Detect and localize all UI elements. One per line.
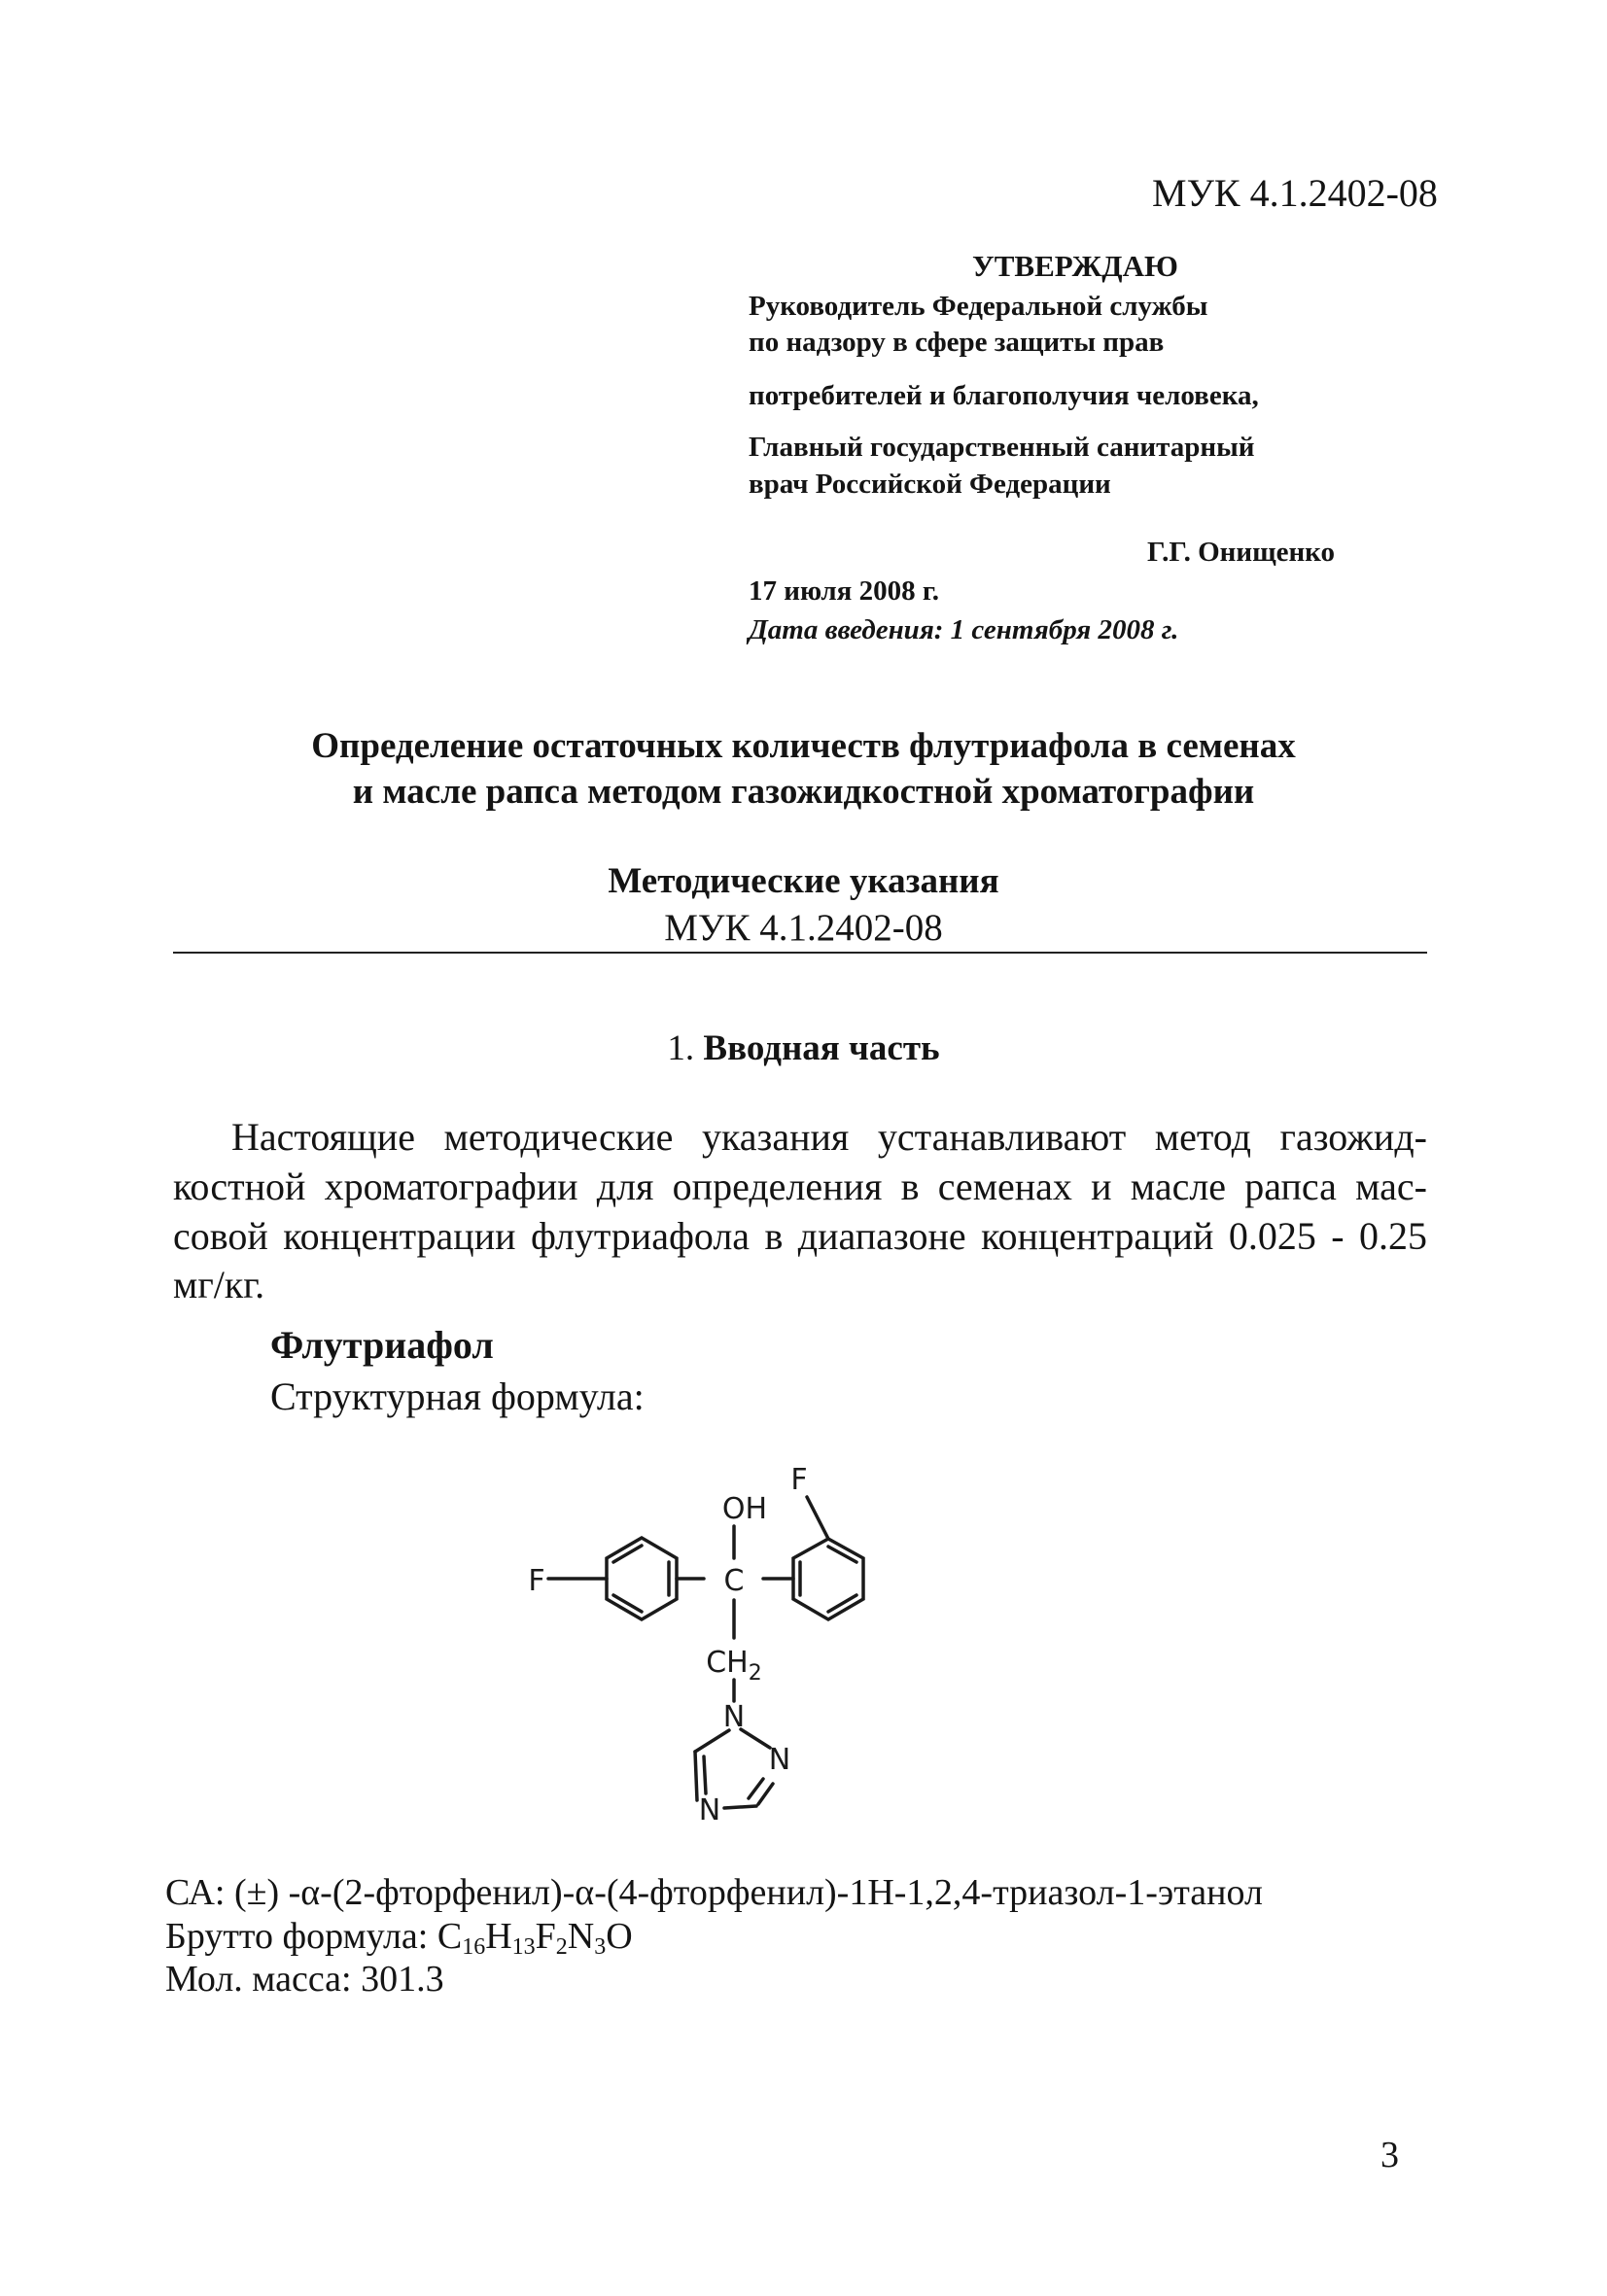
approval-line: потребителей и благополучия человека, [749,380,1259,411]
section-heading [0,1027,1607,1069]
page-number: 3 [1380,2135,1399,2175]
molecular-mass: Мол. масса: 301.3 [165,1959,444,2000]
structural-formula-diagram [515,1439,1060,1847]
approval-line: Главный государственный санитарный [749,432,1255,463]
formula-subscript: 16 [462,1934,486,1960]
formula-element: N [567,1916,595,1957]
formula-subscript: 3 [594,1934,607,1960]
ca-name: СА: (±) -α-(2-фторфенил)-α-(4-фторфенил)-1Н-1,2,4-триазол-1-этанол [165,1872,1263,1913]
nitrogen-label: N [722,1700,746,1734]
bond [724,1806,756,1808]
approval-heading: УТВЕРЖДАЮ [972,249,1178,283]
intro-text: Настоящие методические указания устанавливают метод газожид-костной хроматографии для определения в семенах и масле рапса мас-совой концентрации флутриафола в диапазоне концентраций 0.025 - 0.25 мг/кг. [173,1115,1427,1307]
divider [173,952,1427,954]
formula-subscript: 13 [511,1934,536,1960]
intro-paragraph [173,1113,1427,1310]
substance-name: Флутриафол [270,1323,494,1367]
formula-subscript: 2 [555,1934,568,1960]
fluorine-label: F [790,1463,808,1497]
hydroxyl-label: OH [721,1492,768,1526]
approval-line: по надзору в сфере защиты прав [749,327,1165,358]
methylene-text: CH [706,1646,749,1680]
nitrogen-label: N [768,1743,791,1777]
bond [704,1757,706,1793]
methylene-label [706,1646,762,1686]
bond [749,1779,763,1798]
bond [695,1752,697,1800]
section-title: Вводная часть [703,1028,940,1068]
signatory-name: Г.Г. Онищенко [1147,537,1335,568]
gross-formula-label: Брутто формула: [165,1916,437,1957]
structural-formula-label: Структурная формула: [270,1374,645,1418]
subtitle-code: МУК 4.1.2402-08 [664,907,943,949]
bond [828,1547,856,1562]
document-title [0,724,1607,815]
methylene-subscript: 2 [748,1661,762,1686]
bond [807,1497,828,1539]
formula-element: F [535,1916,556,1957]
bond [758,1784,773,1804]
nitrogen-label: N [698,1793,721,1827]
approval-line: Руководитель Федеральной службы [749,291,1208,322]
gross-formula [165,1915,633,1961]
bond [613,1595,642,1612]
document-code: МУК 4.1.2402-08 [1152,171,1438,215]
left-benzene-ring [607,1538,677,1619]
formula-element: C [437,1916,463,1957]
carbon-label: C [723,1564,745,1598]
bond [741,1729,770,1748]
formula-element: H [485,1916,512,1957]
approval-line: врач Российской Федерации [749,469,1111,500]
gross-formula-value [437,1916,633,1960]
document-subtitle: Методические указания [608,861,999,901]
bond [613,1546,642,1562]
fluorine-label: F [528,1564,545,1598]
formula-element: O [606,1916,633,1957]
title-line-2: и масле рапса методом газожидкостной хроматографии [352,771,1255,812]
bond [828,1595,856,1612]
title-line-1: Определение остаточных количеств флутриафола в семенах [311,726,1296,766]
effective-date: Дата введения: 1 сентября 2008 г. [749,614,1179,645]
approval-date: 17 июля 2008 г. [749,575,940,607]
right-benzene-ring [793,1539,863,1619]
section-number: 1. [667,1028,695,1068]
